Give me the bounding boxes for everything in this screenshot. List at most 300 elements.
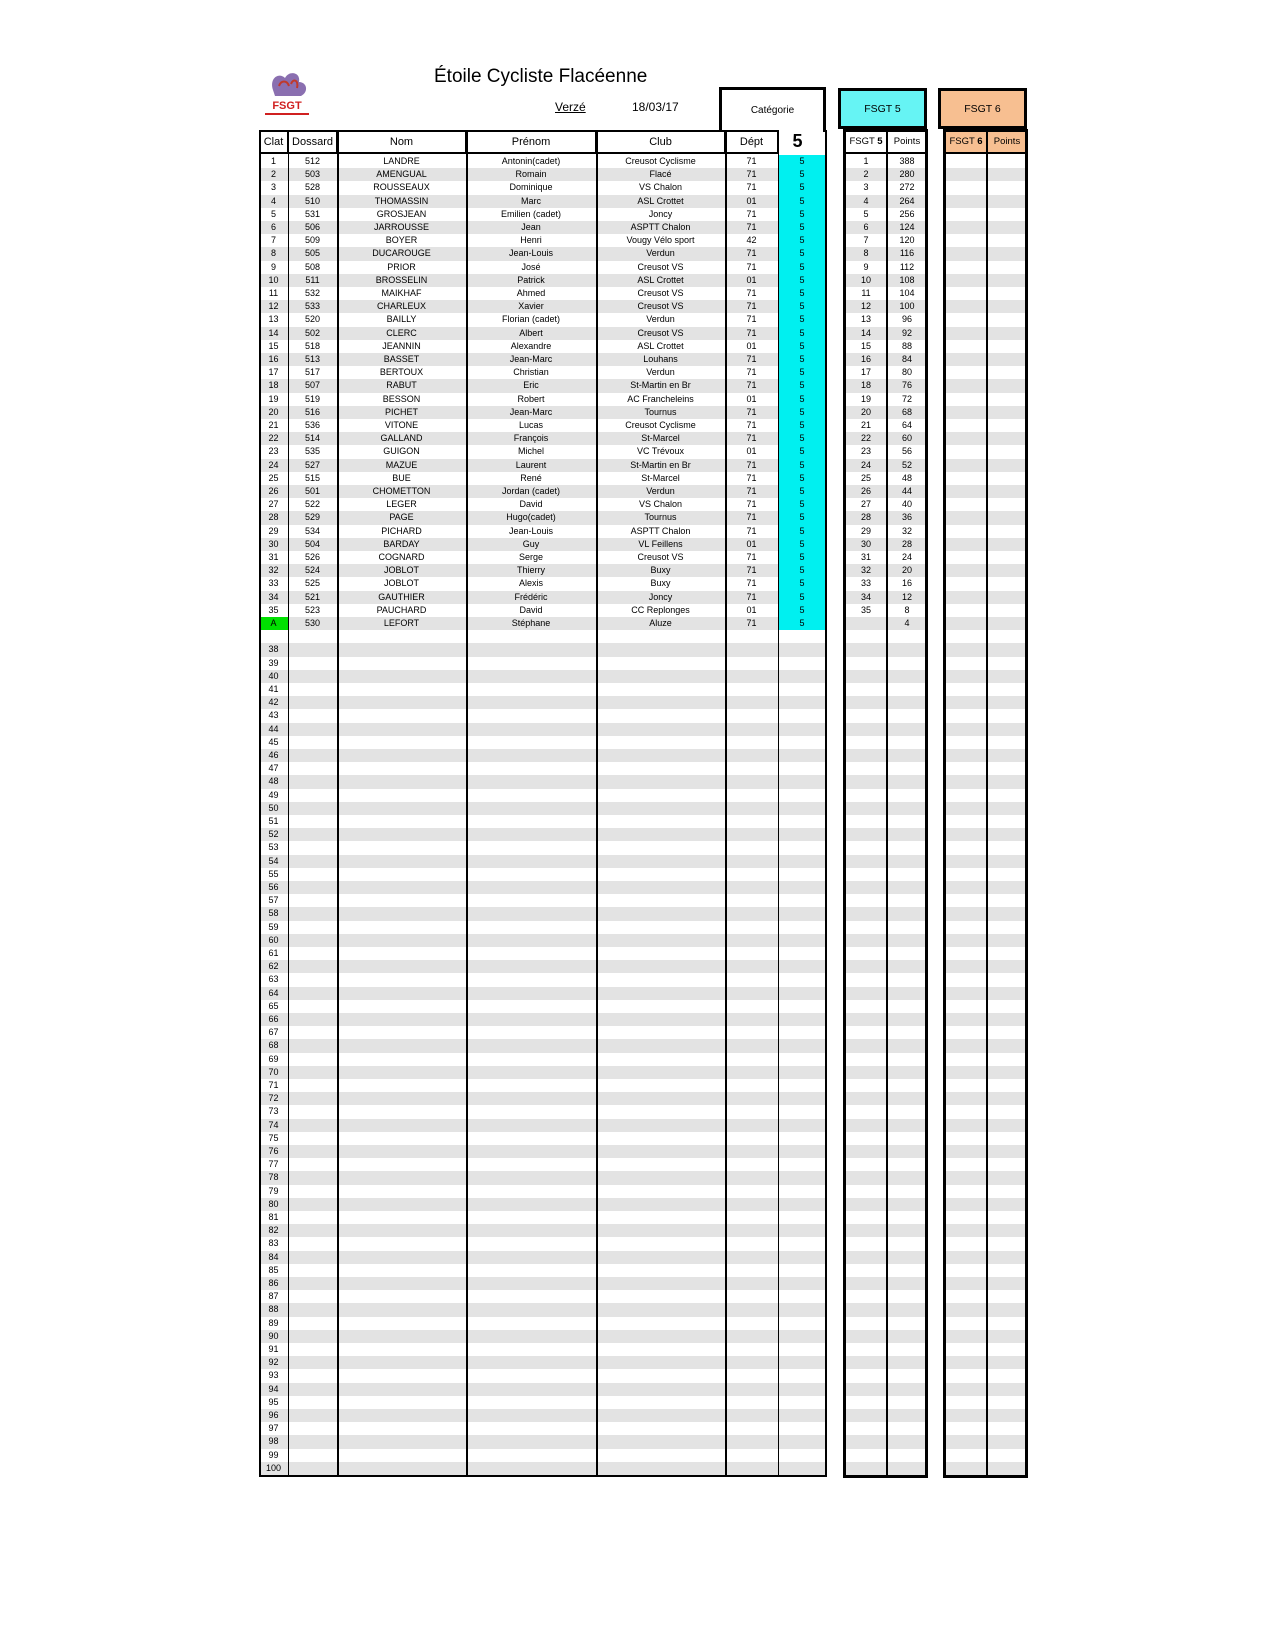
cell-nom — [337, 696, 466, 709]
cell-nom — [337, 1013, 466, 1026]
cell-dossard — [288, 1119, 337, 1132]
cell-cat — [778, 643, 826, 656]
cell-club — [596, 1317, 725, 1330]
fsgt6-rank-label: FSGT — [949, 136, 975, 147]
cell-prenom — [466, 1171, 596, 1184]
cell-nom: BAILLY — [386, 314, 417, 325]
cell-nom: DUCAROUGE — [372, 248, 431, 259]
fsgt5-rank-num: 5 — [877, 136, 883, 147]
cell-prenom — [466, 868, 596, 881]
column-divider — [986, 130, 988, 1475]
cell-clat: 25 — [268, 472, 279, 483]
cell-cat — [778, 1409, 826, 1422]
cell-dossard — [288, 723, 337, 736]
cell-clat: 93 — [268, 1370, 279, 1381]
cell-dept — [725, 868, 778, 881]
cell-prenom — [466, 1369, 596, 1382]
cell-dept: 71 — [746, 552, 757, 562]
cell-prenom — [466, 1435, 596, 1448]
cell-prenom — [466, 1277, 596, 1290]
cell-prenom: Thierry — [516, 565, 545, 576]
cell-cat: 5 — [778, 313, 826, 326]
cell-dept — [725, 1237, 778, 1250]
cell-club: Creusot VS — [637, 288, 684, 298]
cell-prenom — [466, 1422, 596, 1435]
cell-cat — [778, 696, 826, 709]
col-header-points6: Points — [987, 130, 1027, 154]
box-border — [843, 129, 928, 131]
cell-points: 56 — [901, 446, 912, 457]
cell-cat: 5 — [778, 432, 826, 445]
cell-clat: 97 — [268, 1423, 279, 1434]
cell-prenom — [466, 907, 596, 920]
cell-clat: 34 — [268, 591, 279, 602]
cell-dossard — [288, 1039, 337, 1052]
cell-clat: 26 — [268, 486, 279, 496]
cell-dept — [725, 1013, 778, 1026]
cell-prenom — [466, 1211, 596, 1224]
cell-cat: 5 — [778, 168, 826, 181]
cell-nom — [337, 815, 466, 828]
col-header-club: Club — [596, 130, 725, 154]
cell-prenom: Florian (cadet) — [501, 314, 561, 325]
cell-cat — [778, 1211, 826, 1224]
cell-cat — [778, 855, 826, 868]
cell-nom: LANDRE — [383, 156, 420, 166]
cell-rank5: 1 — [863, 156, 869, 166]
cell-dept — [725, 1158, 778, 1171]
cell-clat: 49 — [268, 789, 279, 800]
column-divider — [259, 130, 261, 1475]
cell-club — [596, 696, 725, 709]
cell-nom — [337, 1026, 466, 1039]
cell-club: Aluze — [649, 618, 672, 628]
cell-club — [596, 723, 725, 736]
cell-club — [596, 1119, 725, 1132]
cell-rank5 — [845, 1330, 887, 1343]
cell-prenom — [466, 855, 596, 868]
cell-points — [887, 855, 927, 868]
cell-cat: 5 — [778, 155, 826, 168]
cell-cat — [778, 1237, 826, 1250]
cell-club — [596, 1158, 725, 1171]
cell-points — [887, 1105, 927, 1118]
cell-nom — [337, 1039, 466, 1052]
cell-dossard — [288, 1026, 337, 1039]
cell-dept: 71 — [746, 367, 757, 378]
cell-rank5: 29 — [860, 525, 871, 536]
cell-clat: 13 — [268, 314, 279, 325]
race-date: 18/03/17 — [632, 100, 679, 114]
cell-prenom: Hugo(cadet) — [506, 512, 556, 523]
cell-dossard: 528 — [304, 182, 321, 193]
cell-club — [596, 973, 725, 986]
cell-dept: 71 — [746, 380, 757, 391]
cell-rank5 — [845, 1039, 887, 1052]
cell-nom: JARROUSSE — [373, 222, 429, 232]
cell-clat: 14 — [268, 327, 279, 338]
cell-clat: 61 — [268, 948, 279, 958]
cell-cat: 5 — [778, 419, 826, 432]
cell-points — [887, 1409, 927, 1422]
cell-points — [887, 1039, 927, 1052]
cell-cat — [778, 1462, 826, 1475]
cell-clat: 3 — [270, 182, 276, 193]
cell-rank5 — [845, 1132, 887, 1145]
cell-prenom — [466, 1132, 596, 1145]
cell-dept — [725, 1132, 778, 1145]
col-header-points5: Points — [887, 130, 927, 154]
cell-nom — [337, 1158, 466, 1171]
cell-club — [596, 1251, 725, 1264]
cell-nom: BASSET — [383, 354, 420, 364]
race-place: Verzé — [555, 100, 586, 114]
cell-prenom: Jean-Louis — [508, 248, 554, 259]
cell-nom: MAIKHAF — [381, 288, 422, 298]
cell-nom: PRIOR — [387, 261, 416, 272]
cell-club: Tournus — [644, 406, 677, 417]
cell-clat: 57 — [268, 895, 279, 906]
cell-nom: ROUSSEAUX — [373, 182, 430, 193]
cell-nom: AMENGUAL — [376, 169, 427, 180]
cell-dept — [725, 1053, 778, 1066]
cell-cat — [778, 1264, 826, 1277]
cell-points — [887, 1211, 927, 1224]
cell-nom — [337, 1356, 466, 1369]
cell-rank5 — [845, 789, 887, 802]
cell-dept: 42 — [746, 235, 757, 246]
cell-prenom — [466, 1396, 596, 1409]
cell-rank5: 8 — [863, 248, 869, 259]
cell-clat: 70 — [268, 1066, 279, 1077]
cell-rank5 — [845, 670, 887, 683]
cell-dept — [725, 1343, 778, 1356]
cell-dossard: 514 — [304, 433, 321, 444]
cell-nom — [337, 723, 466, 736]
cell-clat: 45 — [268, 736, 279, 747]
cell-club — [596, 670, 725, 683]
cell-prenom — [466, 1119, 596, 1132]
cell-dossard — [288, 987, 337, 1000]
cell-dossard — [288, 1079, 337, 1092]
cell-prenom — [466, 696, 596, 709]
cell-nom — [337, 1303, 466, 1316]
cell-club — [596, 1422, 725, 1435]
cell-clat: 2 — [270, 169, 276, 180]
cell-prenom: Henri — [520, 235, 542, 246]
cell-dossard — [288, 789, 337, 802]
cell-dept — [725, 947, 778, 960]
cell-cat: 5 — [778, 551, 826, 564]
cell-prenom — [466, 1251, 596, 1264]
cell-dossard: 503 — [304, 169, 321, 180]
cell-rank5: 31 — [860, 552, 871, 562]
cell-cat — [778, 630, 826, 643]
cell-points: 60 — [901, 433, 912, 444]
cell-points — [887, 1251, 927, 1264]
cell-dossard — [288, 1277, 337, 1290]
cell-dossard — [288, 1422, 337, 1435]
cell-prenom — [466, 1409, 596, 1422]
cell-dossard: 532 — [304, 288, 321, 298]
cell-dept — [725, 643, 778, 656]
cell-cat: 5 — [778, 445, 826, 458]
cell-cat — [778, 1066, 826, 1079]
cell-nom: BUE — [392, 472, 411, 483]
cell-prenom: Romain — [515, 169, 547, 180]
cell-nom: BOYER — [385, 235, 418, 246]
cell-points — [887, 1145, 927, 1158]
cell-nom — [337, 1066, 466, 1079]
cell-dept — [725, 1145, 778, 1158]
table-bottom-border — [843, 1475, 928, 1478]
cell-nom — [337, 749, 466, 762]
cell-rank5: 27 — [860, 499, 871, 510]
cell-points — [887, 1303, 927, 1316]
cell-dossard — [288, 828, 337, 841]
cell-clat: 98 — [268, 1436, 279, 1447]
cell-prenom: Emilien (cadet) — [500, 208, 562, 219]
cell-club — [596, 815, 725, 828]
cell-dept: 71 — [746, 525, 757, 536]
page-title: Étoile Cycliste Flacéenne — [434, 66, 648, 87]
cell-rank5 — [845, 1356, 887, 1369]
cell-points: 76 — [901, 380, 912, 391]
cell-dept — [725, 1185, 778, 1198]
cell-points — [887, 1013, 927, 1026]
cell-dept — [725, 1026, 778, 1039]
cell-rank5: 33 — [860, 578, 871, 589]
cell-rank5 — [845, 921, 887, 934]
cell-points — [887, 947, 927, 960]
cell-dossard — [288, 630, 337, 643]
cell-clat: 1 — [270, 156, 276, 166]
cell-nom — [337, 907, 466, 920]
cell-cat — [778, 1449, 826, 1462]
cell-rank5 — [845, 868, 887, 881]
cell-dept — [725, 1105, 778, 1118]
cell-club — [596, 1264, 725, 1277]
cell-rank5: 30 — [860, 538, 871, 549]
cell-nom — [337, 1251, 466, 1264]
cell-clat: 53 — [268, 842, 279, 853]
cell-prenom — [466, 881, 596, 894]
cell-points: 108 — [899, 274, 915, 285]
cell-points — [887, 762, 927, 775]
cell-points: 16 — [901, 578, 912, 589]
cell-rank5 — [845, 1079, 887, 1092]
cell-rank5: 17 — [860, 367, 871, 378]
cell-prenom — [466, 1303, 596, 1316]
cell-cat: 5 — [778, 617, 826, 630]
cell-prenom — [466, 973, 596, 986]
cell-club — [596, 1330, 725, 1343]
cell-prenom — [466, 1092, 596, 1105]
cell-dossard — [288, 1066, 337, 1079]
cell-rank5 — [845, 881, 887, 894]
cell-dossard — [288, 1303, 337, 1316]
cell-nom — [337, 775, 466, 788]
cell-clat: 78 — [268, 1172, 279, 1183]
cell-dept — [725, 1224, 778, 1237]
cell-dept — [725, 1303, 778, 1316]
cell-dossard — [288, 749, 337, 762]
cell-club: ASL Crottet — [637, 340, 684, 351]
cell-points — [887, 881, 927, 894]
cell-cat — [778, 921, 826, 934]
cell-points — [887, 973, 927, 986]
cell-clat: 62 — [268, 961, 279, 972]
cell-nom — [337, 841, 466, 854]
cell-dossard — [288, 1264, 337, 1277]
cell-dept: 71 — [746, 565, 757, 576]
cell-dept — [725, 894, 778, 907]
cell-clat: 15 — [268, 340, 279, 351]
cell-clat: 12 — [268, 301, 279, 312]
cell-cat — [778, 1422, 826, 1435]
cell-points: 388 — [899, 156, 915, 166]
cell-prenom — [466, 921, 596, 934]
cell-prenom — [466, 1237, 596, 1250]
cell-rank5 — [845, 1119, 887, 1132]
cell-points — [887, 1132, 927, 1145]
cell-dossard: 513 — [304, 354, 321, 364]
cell-cat: 5 — [778, 287, 826, 300]
cell-points — [887, 1277, 927, 1290]
cell-points: 40 — [901, 499, 912, 510]
cell-rank5 — [845, 1145, 887, 1158]
cell-dept — [725, 1422, 778, 1435]
col-header-clat: Clat — [259, 130, 288, 154]
cell-dept — [725, 855, 778, 868]
cell-club — [596, 1237, 725, 1250]
cell-club: Verdun — [646, 314, 675, 325]
cell-cat — [778, 960, 826, 973]
cell-club: Buxy — [650, 565, 671, 576]
cell-dept: 71 — [746, 512, 757, 523]
cell-dept: 71 — [746, 261, 757, 272]
cell-dossard — [288, 1013, 337, 1026]
cell-nom — [337, 934, 466, 947]
cell-prenom — [466, 1356, 596, 1369]
cell-prenom — [466, 1079, 596, 1092]
cell-club: Creusot Cyclisme — [625, 420, 696, 430]
cell-dossard — [288, 1290, 337, 1303]
cell-cat — [778, 881, 826, 894]
cell-prenom: Patrick — [517, 274, 545, 285]
cell-prenom — [466, 709, 596, 722]
cell-dept: 71 — [746, 156, 757, 166]
cell-points — [887, 630, 927, 643]
cell-prenom: Ahmed — [516, 288, 546, 298]
cell-points: 84 — [901, 354, 912, 364]
cell-club — [596, 736, 725, 749]
cell-dept — [725, 1369, 778, 1382]
cell-dept — [725, 696, 778, 709]
cell-prenom: Michel — [517, 446, 544, 457]
cell-nom — [337, 1079, 466, 1092]
cell-nom — [337, 868, 466, 881]
cell-club — [596, 907, 725, 920]
cell-nom — [337, 683, 466, 696]
cell-clat: 96 — [268, 1410, 279, 1420]
cell-club — [596, 947, 725, 960]
cell-nom: JEANNIN — [382, 340, 421, 351]
cell-dossard — [288, 907, 337, 920]
cell-cat — [778, 973, 826, 986]
cell-dossard: 525 — [304, 578, 321, 589]
cell-cat — [778, 1396, 826, 1409]
cell-nom: GAUTHIER — [378, 591, 425, 602]
cell-cat — [778, 1119, 826, 1132]
cell-club — [596, 630, 725, 643]
cell-club: VS Chalon — [638, 499, 683, 510]
column-divider — [1025, 130, 1028, 1475]
cell-clat: 73 — [268, 1106, 279, 1117]
col-header-fsgt6-rank — [945, 130, 987, 154]
cell-clat: 19 — [268, 393, 279, 404]
cell-nom — [337, 1462, 466, 1475]
box-border — [943, 129, 1028, 131]
cell-cat — [778, 1303, 826, 1316]
cell-dept — [725, 881, 778, 894]
cell-dept — [725, 987, 778, 1000]
cell-prenom — [466, 749, 596, 762]
cell-dossard — [288, 1343, 337, 1356]
cell-cat — [778, 815, 826, 828]
cell-club: St-Marcel — [641, 433, 680, 444]
cell-cat — [778, 657, 826, 670]
cell-nom: CLERC — [386, 327, 417, 338]
cell-dept: 71 — [746, 472, 757, 483]
cell-club: St-Marcel — [641, 472, 680, 483]
cell-nom — [337, 657, 466, 670]
cell-nom — [337, 1237, 466, 1250]
table-bottom-border — [259, 1475, 827, 1477]
cell-points — [887, 709, 927, 722]
cell-prenom — [466, 643, 596, 656]
cell-clat: 48 — [268, 776, 279, 787]
cell-dossard — [288, 736, 337, 749]
cell-cat — [778, 762, 826, 775]
cell-points — [887, 1079, 927, 1092]
cell-points: 4 — [904, 618, 910, 628]
cell-clat: 88 — [268, 1304, 279, 1315]
cell-dept: 01 — [746, 446, 757, 457]
cell-cat — [778, 802, 826, 815]
cell-nom — [337, 894, 466, 907]
cell-clat: 10 — [268, 274, 279, 285]
cell-dept — [725, 1317, 778, 1330]
cell-clat: 4 — [270, 195, 276, 206]
cell-dossard — [288, 1330, 337, 1343]
cell-dept: 71 — [746, 288, 757, 298]
cell-dossard — [288, 1105, 337, 1118]
cell-dept: 71 — [746, 420, 757, 430]
cell-dept: 71 — [746, 169, 757, 180]
cell-rank5: 18 — [860, 380, 871, 391]
cell-dept — [725, 1462, 778, 1475]
cell-cat: 5 — [778, 208, 826, 221]
cell-dossard: 534 — [304, 525, 321, 536]
cell-dossard — [288, 934, 337, 947]
cell-cat: 5 — [778, 577, 826, 590]
cell-dossard — [288, 1369, 337, 1382]
cell-dossard: 518 — [304, 340, 321, 351]
column-divider — [925, 130, 928, 1475]
cell-dossard — [288, 1435, 337, 1448]
cell-points: 48 — [901, 472, 912, 483]
